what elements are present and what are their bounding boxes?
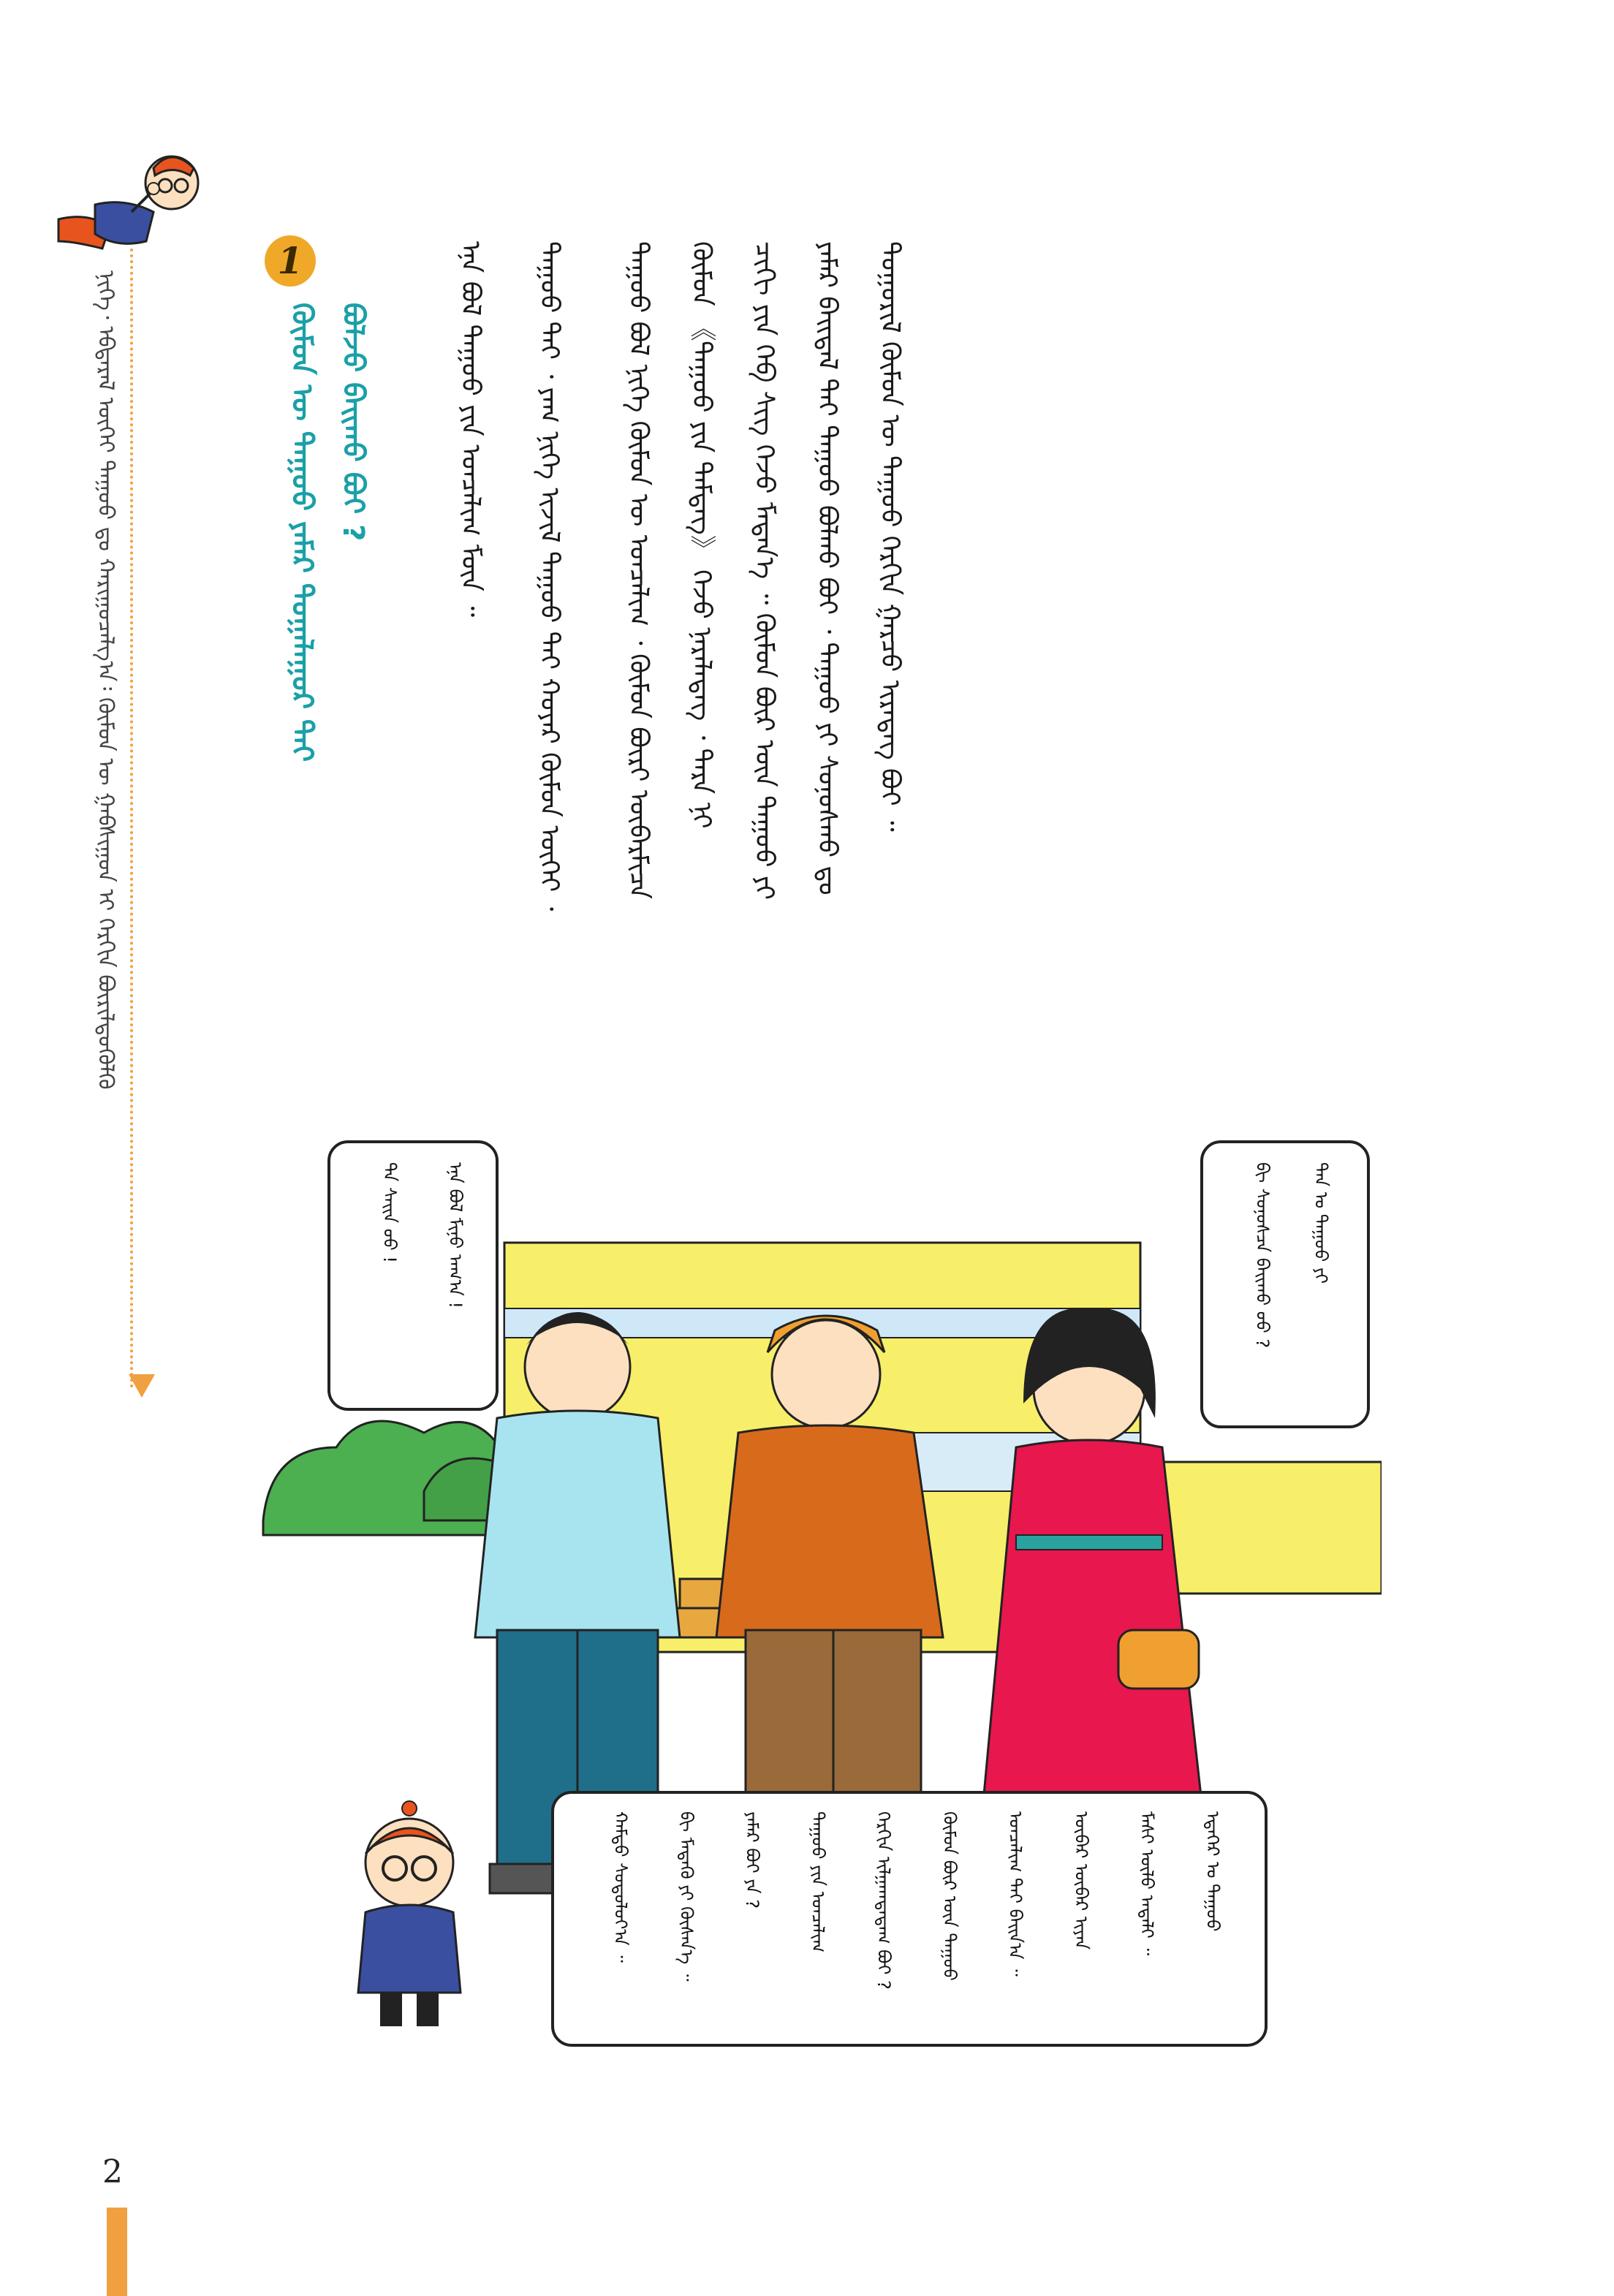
page-number: 2	[102, 2153, 123, 2191]
speech-bubble-left	[327, 1140, 499, 1411]
speech-line: ᠬᠠᠮᠲᠤ ᠰᠤᠳᠤᠯᠤᠶ᠎ᠠ ᠃	[610, 1811, 631, 1963]
paragraph-line: ᠡᠨᠡ ᠪᠣᠯ ᠳᠠᠭᠤᠤ ᠶᠢᠨ ᠣᠨᠴᠠᠯᠢᠭ ᠮᠥᠨ ᠃	[455, 241, 485, 618]
paragraph-line: ᠴᠢᠬᠢ ᠶᠢᠨ ᠬᠡᠪ ᠰᠢᠭ ᠭᠡᠵᠦ ᠮᠡᠳᠡᠨ᠎ᠡ ᠃ ᠬᠦᠮᠦᠨ ᠪᠦᠷ ᠦᠨ ᠳᠠᠭᠤᠤ ᠶᠢ	[749, 241, 779, 901]
flying-boy-icon	[44, 132, 205, 278]
speech-line: ᠡᠨᠡ ᠪᠣᠯ ᠮᠢᠨᠤ ᠠᠬ᠎ᠠ !	[445, 1162, 466, 1309]
header-dotted-line	[130, 249, 133, 1389]
speech-line: ᠣᠨᠴᠠᠯᠢᠭ ᠲᠠᠢ ᠪᠠᠢᠨ᠎ᠠ ᠃	[1005, 1811, 1026, 1977]
paragraph-line: ᠬᠦᠮᠦᠨ 《ᠳᠠᠭᠤᠤ ᠶᠢᠨ ᠲᠡᠮᠳᠡᠭ》 ᠭᠡᠵᠦ ᠨᠡᠷᠡᠯᠡᠳᠡᠭ ᠂ ᠲᠡᠷᠡ ᠨᠢ	[686, 241, 716, 829]
running-header: ᠨᠢᠭᠡ᠂ ᠡᠪᠳᠡᠷᠡᠯ ᠦᠭᠡᠢ ᠳᠠᠭᠤᠤ ᠳᠤ ᠬᠠᠷᠢᠭᠤᠴᠠᠯᠭ᠎ᠠ᠄ ᠬᠦᠮᠦᠨ ᠦ ᠭᠠᠪᠰᠢᠭᠤᠨ ᠢ ᠬᠡᠷᠬᠢᠨ ᠪᠦᠷᠢᠯᠳᠦᠭᠦᠯᠬᠦ	[93, 270, 118, 1090]
section-title-line2: ᠪᠣᠯᠵᠣ ᠪᠠᠢᠬᠤ ᠪᠤᠢ ?	[336, 303, 370, 542]
speech-line: ᠮᠠᠰᠢ ᠦᠯᠦ ᠠᠳᠠᠯᠢ ᠃	[1137, 1811, 1157, 1956]
boy-mascot-icon	[336, 1795, 482, 2044]
paragraph-line: ᠳᠠᠭᠤᠤ ᠲᠠᠢ ᠂ ᠶᠠᠭ ᠨᠢᠭᠡ ᠢᠵᠢᠯ ᠳᠠᠭᠤᠤ ᠲᠠᠢ ᠬᠣᠶᠠᠷ ᠬᠦᠮᠦᠨ ᠦᠭᠡᠢ ᠂	[534, 241, 564, 912]
paragraph-line: ᠶᠠᠮᠠᠷ ᠪᠠᠢᠳᠠᠯ ᠲᠠᠢ ᠳᠠᠭᠤᠤ ᠪᠣᠯᠬᠤ ᠪᠤᠢ ᠂ ᠳᠠᠭᠤᠤ ᠶᠢ ᠰᠣᠨᠣᠰᠬᠤ ᠳᠤ	[812, 241, 842, 895]
speech-line: ᠪᠢ ᠮᠡᠳᠡᠬᠦ ᠶᠢ ᠬᠦᠰᠡᠨ᠎ᠡ ᠃	[676, 1811, 697, 1982]
speech-line: ᠲᠠ ᠰᠠᠢᠨ ᠤᠤ !	[379, 1162, 400, 1263]
speech-line: ᠳᠠᠭᠤᠤ ᠶᠢᠨ ᠣᠨᠴᠠᠯᠢᠭ	[808, 1811, 828, 1953]
speech-line: ᠦᠪᠡᠷ ᠦᠪᠡᠷ ᠢᠶᠡᠨ	[1071, 1811, 1091, 1950]
speech-bubble-right	[1200, 1140, 1370, 1428]
paragraph-line: ᠲᠣᠭᠤᠷᠢᠯ ᠬᠦᠮᠦᠨ ᠦ ᠳᠠᠭᠤᠤ ᠬᠡᠷᠬᠢᠨ ᠭᠠᠷᠴᠤ ᠢᠷᠡᠳᠡᠭ ᠪᠤᠢ ᠃	[875, 241, 905, 832]
speech-line: ᠲᠠᠨ ᠤ ᠳᠠᠭᠤᠤ ᠶᠢ	[1311, 1162, 1331, 1284]
speech-line: ᠪᠢ ᠰᠣᠨᠣᠰᠴᠠ ᠪᠠᠢᠬᠤ ᠤᠤ ?	[1252, 1162, 1273, 1349]
speech-line: ᠬᠡᠷᠬᠢᠨ ᠢᠯᠭᠠᠭᠳᠠᠳᠠᠭ ᠪᠤᠢ ?	[874, 1811, 894, 1990]
speech-line: ᠡᠳᠡᠭᠡᠷ ᠤ ᠳᠠᠭᠤᠤ	[1202, 1811, 1223, 1932]
speech-line: ᠶᠠᠮᠠᠷ ᠪᠤᠢ ᠶᠠ ?	[742, 1811, 762, 1909]
header-arrow-icon	[129, 1374, 155, 1398]
section-title-line1: ᠬᠦᠮᠦᠨ ᠦ ᠳᠠᠭᠤᠤ ᠶᠠᠮᠠᠷ ᠲᠣᠭᠠᠯᠠᠭᠤᠷ ᠲᠠᠢ	[285, 303, 319, 762]
page-bar	[107, 2208, 127, 2296]
speech-bubble-bottom	[551, 1791, 1268, 2047]
paragraph-line: ᠳᠠᠭᠤᠤ ᠪᠣᠯ ᠨᠢᠭᠡ ᠬᠦᠮᠦᠨ ᠦ ᠣᠨᠴᠠᠯᠢᠭ ᠂ ᠬᠦᠮᠦᠨ ᠪᠦᠷᠢ ᠦᠪᠡᠷᠮᠢᠴᠡ	[624, 241, 653, 899]
section-number-badge: 1	[265, 235, 316, 287]
speech-line: ᠬᠦᠮᠦᠨ ᠪᠦᠷ ᠦᠨ ᠳᠠᠭᠤᠤ	[939, 1811, 960, 1981]
